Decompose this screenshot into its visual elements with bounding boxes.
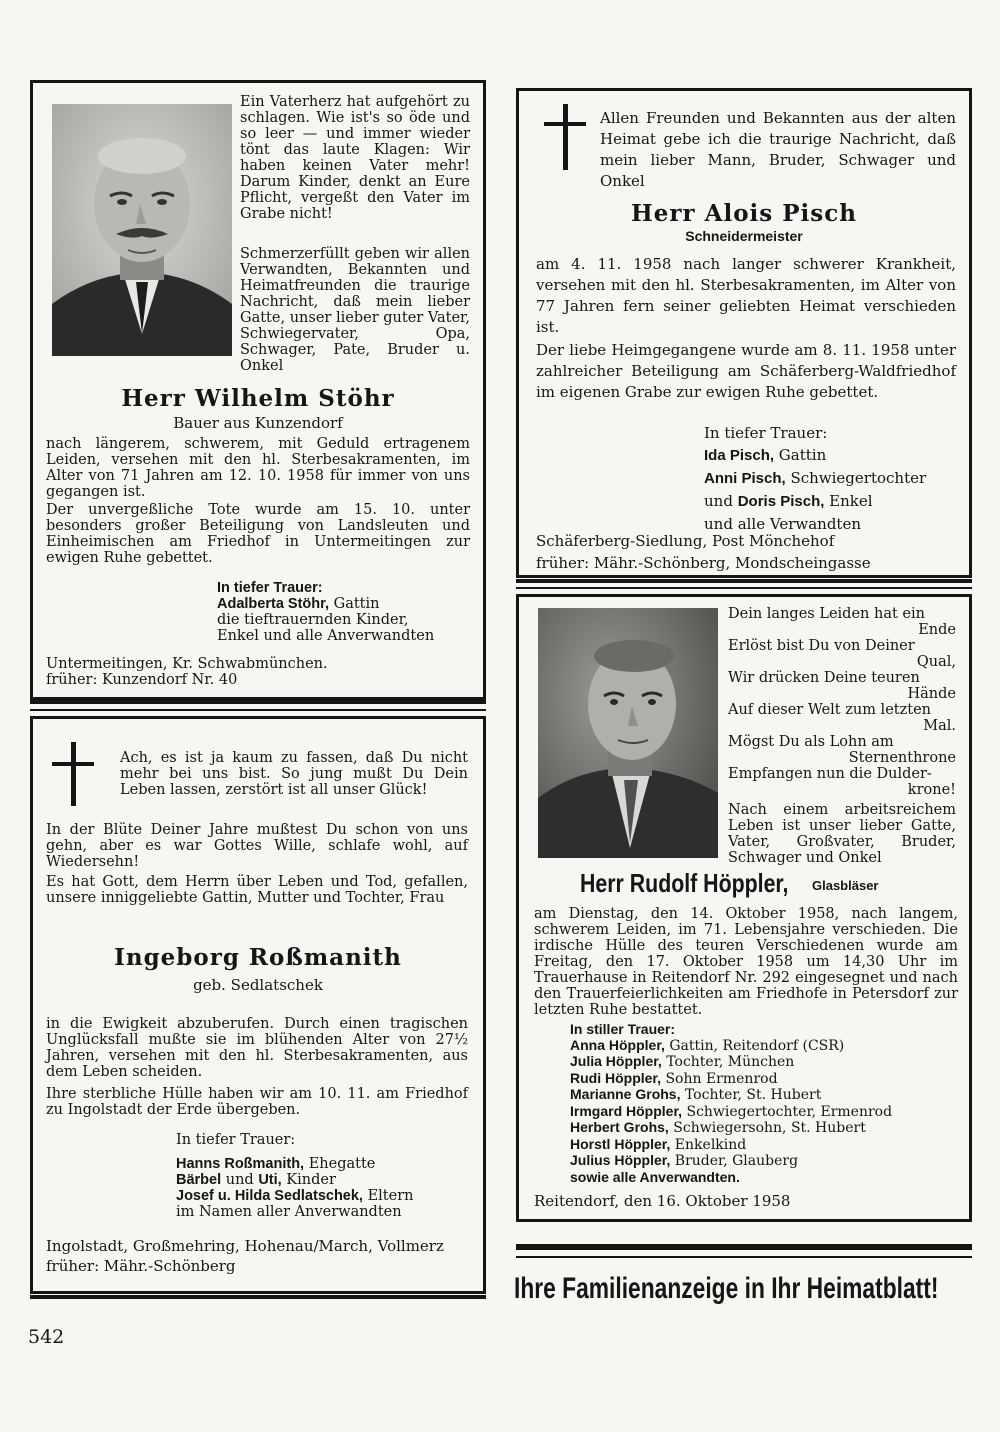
p2-rossmanith: In der Blüte Deiner Jahre mußtest Du schon von uns gehn, aber es war Gottes Wille, schlafe wohl, auf Wiedersehn! (46, 822, 468, 870)
body2-rossmanith: Ihre sterbliche Hülle haben wir am 10. 11. am Friedhof zu Ingolstadt der Erde übergeben. (46, 1086, 468, 1118)
body1-pisch: am 4. 11. 1958 nach langer schwerer Krankheit, versehen mit den hl. Sterbesakramenten, im Alter von 77 Jahren fern seiner geliebten Heimat verschieden ist. (536, 255, 956, 336)
name-stoehr: Herr Wilhelm Stöhr (121, 385, 395, 412)
mourner-name: Adalberta Stöhr, (217, 596, 329, 612)
mourner-relation: Gattin (329, 596, 380, 612)
mourners-pisch (704, 422, 964, 535)
poem-line (728, 606, 956, 638)
divider (516, 587, 972, 589)
mourner-line (570, 1170, 960, 1187)
cross-icon (544, 104, 586, 170)
portrait-icon (52, 104, 232, 356)
poem-line-text: Auf dieser Welt zum letzten (728, 702, 931, 718)
mourner-name: sowie alle Anverwandten. (570, 1168, 740, 1185)
mourner-name: Julius Höppler, (570, 1152, 671, 1168)
portrait-photo-stoehr (52, 104, 232, 356)
footer-ad-text: Ihre Familienanzeige in Ihr Heimatblatt! (514, 1272, 939, 1305)
place-stoehr: Untermeitingen, Kr. Schwabmünchen. (46, 656, 328, 672)
portrait-photo-hoeppler (538, 608, 718, 858)
mourner-name: Irmgard Höppler, (570, 1102, 683, 1119)
mourner-line (570, 1104, 960, 1121)
mourner-relation: Schwiegertochter (785, 469, 927, 487)
poem-line-end: Hände (907, 686, 956, 702)
poem-line-text: Mögst Du als Lohn am (728, 734, 894, 750)
name-suffix-hoeppler: Glasbläser (812, 878, 879, 893)
mourning-header: In tiefer Trauer: (217, 580, 323, 596)
divider (30, 700, 486, 704)
name-rossmanith: Ingeborg Roßmanith (114, 944, 402, 971)
poem-line-end: Mal. (923, 718, 956, 734)
former-stoehr: früher: Kunzendorf Nr. 40 (46, 672, 238, 688)
mourner-line (704, 490, 964, 513)
mourner-relation: Enkel (824, 492, 873, 510)
former-pisch: früher: Mähr.-Schönberg, Mondscheingasse (536, 554, 871, 572)
mourner-line: im Namen aller Anverwandten (176, 1204, 402, 1220)
poem-line-text: Wir drücken Deine teuren (728, 670, 920, 686)
cross-icon (52, 742, 94, 806)
mourner-line (570, 1137, 960, 1154)
divider (516, 1244, 972, 1250)
intro-stoehr: Schmerzerfüllt geben wir allen Verwandten, Bekannten und Heimatfreunden die traurige Nachricht, daß mein lieber Gatte, unser lieber guter Vater, Schwiegervater, Opa, Schwager, Pate, Bruder u. Onkel (240, 246, 470, 374)
mourning-header: In stiller Trauer: (570, 1021, 676, 1037)
body-hoeppler: am Dienstag, den 14. Oktober 1958, nach langem, schwerem Leiden, im 71. Lebensjahre verschieden. Die irdische Hülle des teuren Verschiedenen wurde am Freitag, den 17. Oktober 1958 um 14,30 Uhr im Trauerhause in Reitendorf Nr. 292 eingesegnet und nach den Trauerfeierlichkeiten am Friedhofe in Petersdorf zur letzten Ruhe bestattet. (534, 906, 958, 1018)
mourning-header: In tiefer Trauer: (176, 1132, 296, 1148)
divider (516, 1256, 972, 1258)
page-number: 542 (28, 1326, 65, 1348)
divider (30, 709, 486, 711)
name-hoeppler-line (580, 868, 960, 899)
name-hoeppler: Herr Rudolf Höppler, (580, 868, 789, 898)
mourner-connector: und (221, 1172, 259, 1188)
mourner-line (176, 1188, 476, 1204)
mourner-name: Bärbel (176, 1172, 222, 1188)
mourner-line (570, 1054, 960, 1071)
mourner-line (704, 467, 964, 490)
mourner-name: Herbert Grohs, (570, 1119, 669, 1135)
intro-hoeppler: Nach einem arbeitsreichem Leben ist unser lieber Gatte, Vater, Großvater, Bruder, Schwager und Onkel (728, 802, 956, 866)
mourner-name: Julia Höppler, (570, 1053, 662, 1069)
mourner-relation: Kinder (281, 1172, 336, 1188)
mourner-name: Anni Pisch, (704, 470, 786, 487)
mourner-line (176, 1172, 476, 1188)
mourner-relation: Ehegatte (304, 1156, 376, 1172)
mourner-relation: Gattin (774, 446, 827, 464)
mourner-line (704, 444, 964, 467)
portrait-icon (538, 608, 718, 858)
mourners-rossmanith (176, 1132, 476, 1220)
poem-pisch: Allen Freunden und Bekannten aus der alten Heimat gebe ich die traurige Nachricht, daß mein lieber Mann, Bruder, Schwager und Onkel (600, 109, 956, 190)
mourner-name: Doris Pisch, (737, 493, 825, 510)
mourner-prefix: und (704, 492, 738, 510)
mourner-relation: Schwiegertochter, Ermenrod (682, 1103, 893, 1120)
poem-line (728, 734, 956, 766)
mourner-relation: Schwiegersohn, St. Hubert (668, 1120, 866, 1136)
former-rossmanith: früher: Mähr.-Schönberg (46, 1257, 236, 1275)
poem-line (728, 702, 956, 734)
mourners-hoeppler (570, 1022, 960, 1186)
poem-line (728, 766, 956, 798)
mourner-relation: Gattin, Reitendorf (CSR) (664, 1037, 845, 1054)
mourner-name: Anna Höppler, (570, 1036, 665, 1053)
poem-line-text: Dein langes Leiden hat ein (728, 606, 925, 622)
mourner-name: Marianne Grohs, (570, 1086, 681, 1102)
poem-line (728, 638, 956, 670)
mourner-line (217, 596, 477, 612)
body1-rossmanith: in die Ewigkeit abzuberufen. Durch einen tragischen Unglücksfall mußte sie im blühenden Alter von 27½ Jahren, versehen mit den hl. Sterbesakramenten, aus dem Leben scheiden. (46, 1016, 468, 1080)
mourner-relation: Sohn Ermenrod (661, 1070, 778, 1087)
mourners-stoehr (217, 580, 477, 644)
mourner-relation: Enkelkind (670, 1136, 747, 1153)
poem-line-end: Qual, (916, 654, 956, 670)
divider (30, 1295, 486, 1299)
mourner-name: Hanns Roßmanith, (176, 1156, 305, 1172)
poem-rossmanith: Ach, es ist ja kaum zu fassen, daß Du nicht mehr bei uns bist. So jung mußt Du Dein Leben lassen, zerstört ist all unser Glück! (120, 750, 468, 798)
mourner-line (570, 1087, 960, 1104)
body1-stoehr: nach längerem, schwerem, mit Geduld ertragenem Leiden, versehen mit den hl. Sterbesakramenten, im Alter von 71 Jahren am 12. 10. 1958 für immer von uns gegangen ist. (46, 436, 470, 500)
footer-ad (514, 1272, 984, 1306)
mourner-name: Ida Pisch, (704, 447, 775, 464)
mourner-line: die tieftrauernden Kinder, (217, 612, 409, 628)
mourner-name: Horstl Höppler, (570, 1135, 671, 1152)
mourner-line (570, 1038, 960, 1055)
subtitle-pisch: Schneidermeister (685, 228, 803, 244)
mourning-header: In tiefer Trauer: (704, 424, 828, 442)
mourner-name: Rudi Höppler, (570, 1069, 661, 1086)
mourner-line (176, 1156, 476, 1172)
mourner-line: Enkel und alle Anverwandten (217, 628, 435, 644)
mourner-name: Uti, (258, 1172, 282, 1188)
subtitle-stoehr: Bauer aus Kunzendorf (173, 414, 343, 432)
poem-line-text: Erlöst bist Du von Deiner (728, 638, 915, 654)
mourner-line (570, 1071, 960, 1088)
mourner-line (570, 1153, 960, 1170)
mourner-name: Josef u. Hilda Sedlatschek, (176, 1188, 363, 1204)
mourner-line (570, 1120, 960, 1137)
mourner-relation: Tochter, München (661, 1054, 795, 1070)
place-rossmanith: Ingolstadt, Großmehring, Hohenau/March, Vollmerz (46, 1237, 444, 1255)
body2-pisch: Der liebe Heimgegangene wurde am 8. 11. 1958 unter zahlreicher Beteiligung am Schäferberg-Waldfriedhof im eigenen Grabe zur ewigen Ruhe gebettet. (536, 341, 956, 401)
poem-line-end: Ende (918, 622, 956, 638)
divider (516, 579, 972, 583)
poem-hoeppler (728, 606, 956, 798)
poem-line-text: Empfangen nun die Dulder- (728, 766, 932, 782)
mourner-relation: Eltern (362, 1188, 414, 1204)
poem-line-end: krone! (907, 782, 956, 798)
poem-line-end: Sternenthrone (848, 750, 956, 766)
mourner-relation: Tochter, St. Hubert (680, 1087, 822, 1103)
poem-line (728, 670, 956, 702)
place-pisch: Schäferberg-Siedlung, Post Mönchehof (536, 532, 835, 550)
place-date-hoeppler: Reitendorf, den 16. Oktober 1958 (534, 1192, 791, 1210)
mourner-relation: Bruder, Glauberg (670, 1153, 799, 1169)
mourner-line: und alle Verwandten (704, 515, 861, 533)
name-pisch: Herr Alois Pisch (631, 200, 857, 227)
poem-stoehr: Ein Vaterherz hat aufgehört zu schlagen. Wie ist's so öde und so leer — und immer wieder tönt das laute Klagen: Wir haben keinen Vater mehr! Darum Kinder, denkt an Eure Pflicht, vergeßt den Vater im Grabe nicht! (240, 94, 470, 222)
subtitle-rossmanith: geb. Sedlatschek (193, 976, 323, 994)
body2-stoehr: Der unvergeßliche Tote wurde am 15. 10. unter besonders großer Beteiligung von Landsleuten und Einheimischen am Friedhof in Untermeitingen zur ewigen Ruhe gebettet. (46, 502, 470, 566)
p3-rossmanith: Es hat Gott, dem Herrn über Leben und Tod, gefallen, unsere inniggeliebte Gattin, Mutter und Tochter, Frau (46, 874, 468, 906)
